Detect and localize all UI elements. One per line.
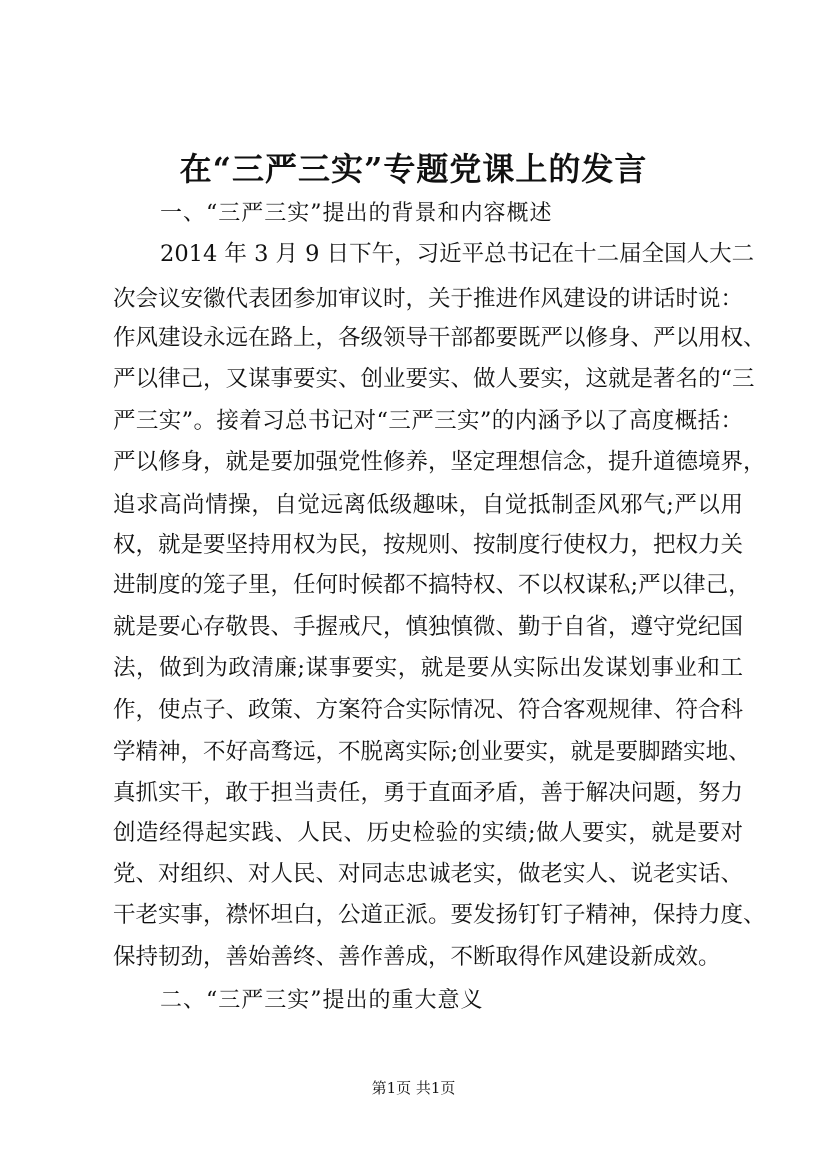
document-title: 在“三严三实”专题党课上的发言 <box>179 150 648 188</box>
paragraph-line: 作，使点子、政策、方案符合实际情况、符合客观规律、符合科 <box>113 697 744 723</box>
paragraph-line: 2014 年 3 月 9 日下午，习近平总书记在十二届全国人大二 <box>160 241 755 267</box>
section-heading-2: 二、“三严三实”提出的重大意义 <box>160 988 484 1013</box>
page-footer: 第1页 共1页 <box>371 1079 456 1097</box>
paragraph-line: 就是要心存敬畏、手握戒尺，慎独慎微、勤于自省，遵守党纪国 <box>113 614 744 640</box>
paragraph-line: 干老实事，襟怀坦白，公道正派。要发扬钉钉子精神，保持力度、 <box>113 902 766 928</box>
paragraph-line: 严三实”。接着习总书记对“三严三实”的内涵予以了高度概括： <box>113 408 743 434</box>
paragraph-line: 权，就是要坚持用权为民，按规则、按制度行使权力，把权力关 <box>113 532 744 558</box>
paragraph-line: 党、对组织、对人民、对同志忠诚老实，做老实人、说老实话、 <box>113 861 744 887</box>
paragraph-line: 作风建设永远在路上，各级领导干部都要既严以修身、严以用权、 <box>113 325 766 351</box>
paragraph-line: 真抓实干，敢于担当责任，勇于直面矛盾，善于解决问题，努力 <box>113 780 744 806</box>
paragraph-line: 严以修身，就是要加强党性修养，坚定理想信念，提升道德境界， <box>113 449 766 475</box>
paragraph-line: 法，做到为政清廉;谋事要实，就是要从实际出发谋划事业和工 <box>113 655 743 681</box>
paragraph-line: 追求高尚情操，自觉远离低级趣味，自觉抵制歪风邪气;严以用 <box>113 492 743 518</box>
paragraph-line: 学精神，不好高骛远，不脱离实际;创业要实，就是要脚踏实地、 <box>113 739 751 765</box>
section-heading-1: 一、“三严三实”提出的背景和内容概述 <box>160 201 553 226</box>
paragraph-line: 次会议安徽代表团参加审议时，关于推进作风建设的讲话时说： <box>113 286 744 312</box>
paragraph-line: 创造经得起实践、人民、历史检验的实绩;做人要实，就是要对 <box>113 820 743 846</box>
paragraph-line: 保持韧劲，善始善终、善作善成，不断取得作风建设新成效。 <box>113 944 721 970</box>
paragraph-line: 进制度的笼子里，任何时候都不搞特权、不以权谋私;严以律己， <box>113 572 751 598</box>
paragraph-line: 严以律己，又谋事要实、创业要实、做人要实，这就是著名的“三 <box>113 366 755 392</box>
